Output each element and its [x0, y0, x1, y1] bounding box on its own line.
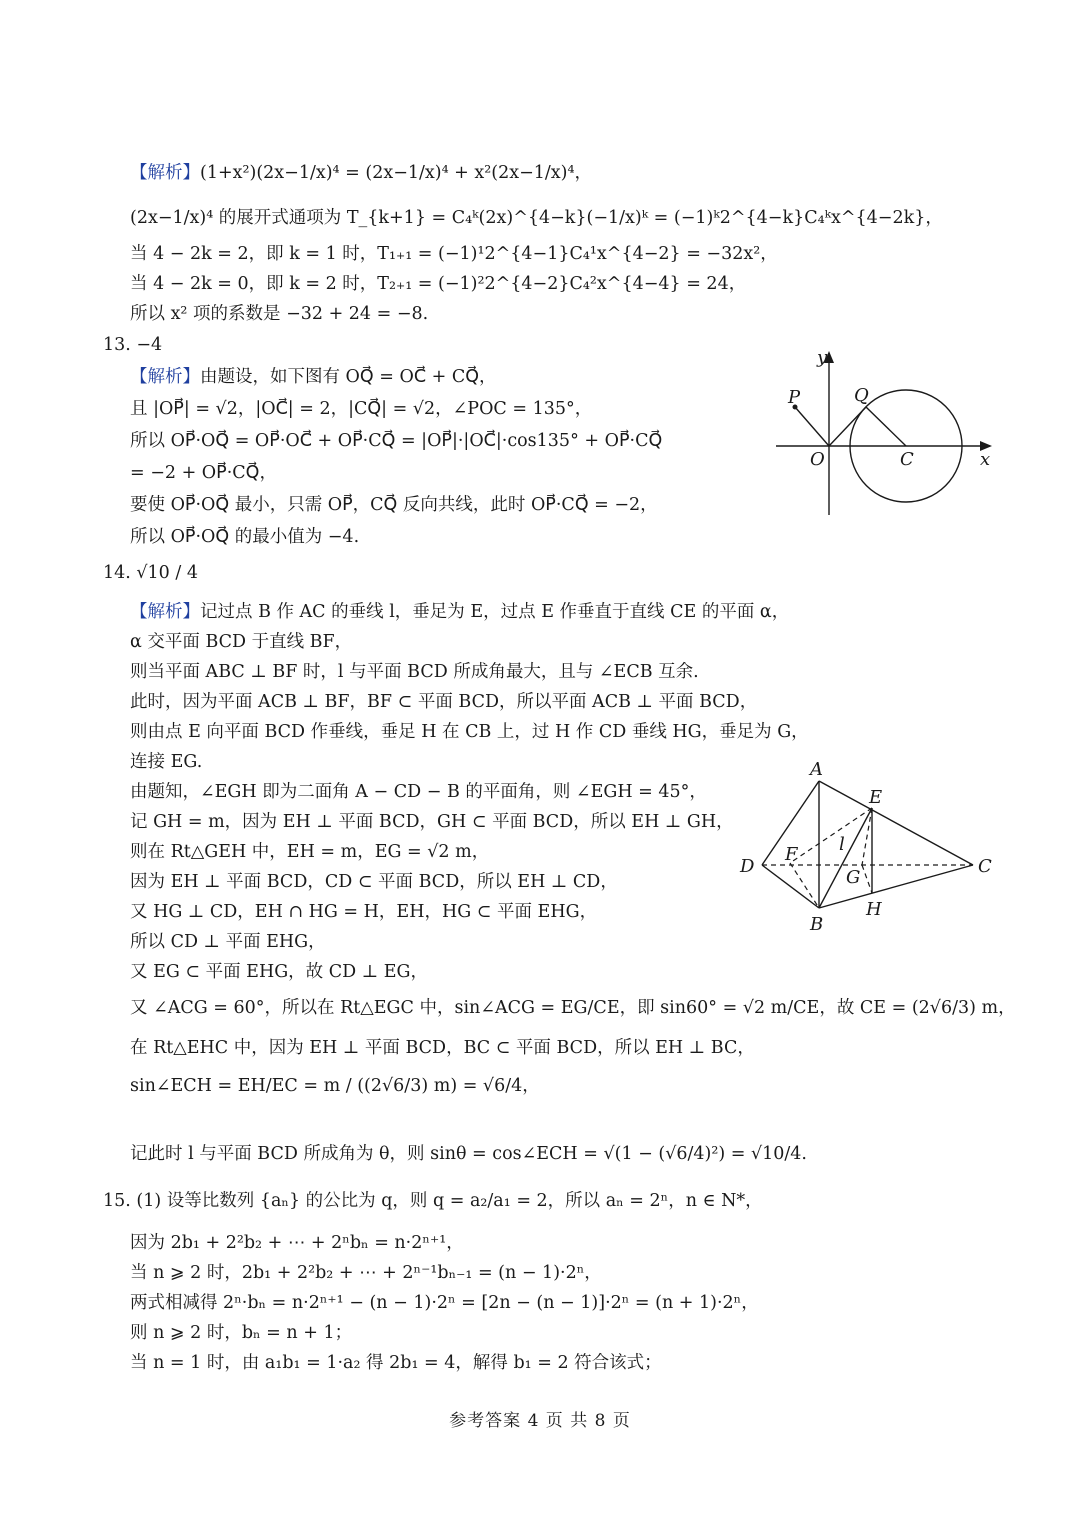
text-line [130, 811, 734, 833]
vector-circle-figure [770, 345, 1010, 520]
analysis-tag: 【解析】 [130, 602, 200, 622]
line-text: 此时，因为平面 ACB ⊥ BF，BF ⊂ 平面 BCD，所以平面 ACB ⊥ 平面 BCD， [130, 692, 758, 712]
label-F: F [785, 844, 798, 865]
label-B: B [810, 914, 824, 935]
line-text: α 交平面 BCD 于直线 BF， [130, 632, 353, 652]
label-D: D [740, 856, 755, 877]
text-line [130, 871, 618, 893]
line-text: 15. (1) 设等比数列 {aₙ} 的公比为 q，则 q = a₂/a₁ = 2，所以 aₙ = 2ⁿ，n ∈ N*， [103, 1191, 763, 1211]
text-line [130, 1143, 807, 1165]
analysis-tag: 【解析】 [130, 367, 200, 387]
analysis-tag: 【解析】 [130, 163, 200, 183]
text-line [130, 691, 757, 713]
text-line [130, 1262, 602, 1284]
line-text: 则 n ⩾ 2 时，bₙ = n + 1； [130, 1323, 353, 1343]
line-text: 连接 EG. [130, 752, 203, 772]
label-E: E [869, 787, 883, 808]
line-text: (1+x²)(2x−1/x)⁴ = (2x−1/x)⁴ + x²(2x−1/x)⁴， [200, 163, 593, 183]
text-line [130, 751, 202, 773]
line-text: 所以 OP⃗·OQ⃗ = OP⃗·OC⃗ + OP⃗·CQ⃗ = |OP⃗|·|OC⃗|·cos135° + OP⃗·CQ⃗ [130, 431, 663, 451]
line-text: 14. √10 / 4 [103, 563, 198, 583]
text-line [130, 273, 746, 295]
text-line [130, 303, 428, 325]
text-line [130, 462, 277, 484]
text-line [130, 997, 1016, 1019]
label-x: x [980, 449, 991, 470]
text-line [130, 526, 359, 548]
tetrahedron-figure [735, 755, 1005, 935]
text-line [130, 781, 707, 803]
label-C: C [978, 856, 992, 877]
text-line [130, 661, 699, 683]
line-text: 记此时 l 与平面 BCD 所成角为 θ，则 sinθ = cos∠ECH = √(1 − (√6/4)²) = √10/4. [130, 1144, 807, 1164]
text-line [103, 1190, 763, 1212]
line-text: 13. −4 [103, 335, 163, 355]
line-text: 当 4 − 2k = 0，即 k = 2 时，T₂₊₁ = (−1)²2^{4−2}C₄²x^{4−4} = 24， [130, 274, 747, 294]
line-text: 又 EG ⊂ 平面 EHG，故 CD ⊥ EG， [130, 962, 429, 982]
text-line [130, 1292, 759, 1314]
text-line [103, 334, 162, 356]
line-text: sin∠ECH = EH/EC = m / ((2√6/3) m) = √6/4， [130, 1076, 540, 1096]
text-line [130, 1232, 464, 1254]
text-line [130, 841, 489, 863]
label-P: P [788, 387, 801, 408]
line-text: 当 4 − 2k = 2，即 k = 1 时，T₁₊₁ = (−1)¹2^{4−1}C₄¹x^{4−2} = −32x²， [130, 244, 778, 264]
line-text: 所以 OP⃗·OQ⃗ 的最小值为 −4. [130, 527, 360, 547]
line-text: 当 n = 1 时，由 a₁b₁ = 1·a₂ 得 2b₁ = 4，解得 b₁ = 2 符合该式； [130, 1353, 662, 1373]
label-Q: Q [854, 385, 869, 406]
text-line [130, 366, 497, 388]
line-text: 由题设，如下图有 OQ⃗ = OC⃗ + CQ⃗， [200, 367, 497, 387]
text-line [130, 207, 943, 229]
line-text: 两式相减得 2ⁿ·bₙ = n·2ⁿ⁺¹ − (n − 1)·2ⁿ = [2n − (n − 1)]·2ⁿ = (n + 1)·2ⁿ， [130, 1293, 759, 1313]
line-text: 则由点 E 向平面 BCD 作垂线，垂足 H 在 CB 上，过 H 作 CD 垂线 HG，垂足为 G， [130, 722, 809, 742]
text-line [130, 1322, 352, 1344]
text-line [130, 494, 658, 516]
label-O: O [810, 449, 825, 470]
text-line [130, 961, 428, 983]
text-line [130, 1352, 662, 1374]
label-H: H [866, 899, 882, 920]
label-l: l [839, 834, 845, 855]
text-line [103, 562, 198, 584]
line-text: 记过点 B 作 AC 的垂线 l，垂足为 E，过点 E 作垂直于直线 CE 的平面 α， [200, 602, 790, 622]
line-text: 由题知，∠EGH 即为二面角 A − CD − B 的平面角，则 ∠EGH = 45°， [130, 782, 707, 802]
line-text: 所以 CD ⊥ 平面 EHG， [130, 932, 326, 952]
line-text: = −2 + OP⃗·CQ⃗， [130, 463, 277, 483]
line-text: 又 HG ⊥ CD，EH ∩ HG = H，EH，HG ⊂ 平面 EHG， [130, 902, 598, 922]
line-text: 所以 x² 项的系数是 −32 + 24 = −8. [130, 304, 429, 324]
text-line [130, 243, 778, 265]
label-G: G [846, 867, 861, 888]
line-text: 又 ∠ACG = 60°，所以在 Rt△EGC 中，sin∠ACG = EG/CE，即 sin60° = √2 m/CE，故 CE = (2√6/3) m， [130, 998, 1016, 1018]
text-line [130, 721, 809, 743]
text-line [130, 601, 789, 623]
label-C: C [900, 449, 914, 470]
line-text: 则当平面 ABC ⊥ BF 时，l 与平面 BCD 所成角最大，且与 ∠ECB 互余. [130, 662, 699, 682]
page-footer: 参考答案 4 页 共 8 页 [449, 1411, 631, 1431]
line-text: 因为 2b₁ + 2²b₂ + ⋯ + 2ⁿbₙ = n·2ⁿ⁺¹， [130, 1233, 464, 1253]
text-line [130, 631, 352, 653]
line-text: 当 n ⩾ 2 时，2b₁ + 2²b₂ + ⋯ + 2ⁿ⁻¹bₙ₋₁ = (n − 1)·2ⁿ， [130, 1263, 602, 1283]
text-line [130, 901, 597, 923]
text-line [130, 1075, 540, 1097]
line-text: 因为 EH ⊥ 平面 BCD，CD ⊂ 平面 BCD，所以 EH ⊥ CD， [130, 872, 618, 892]
label-A: A [810, 759, 823, 780]
line-text: 在 Rt△EHC 中，因为 EH ⊥ 平面 BCD，BC ⊂ 平面 BCD，所以 EH ⊥ BC， [130, 1038, 755, 1058]
line-text: 要使 OP⃗·OQ⃗ 最小，只需 OP⃗，CQ⃗ 反向共线，此时 OP⃗·CQ⃗ = −2， [130, 495, 658, 515]
label-y: y [817, 347, 828, 368]
text-line [130, 1037, 755, 1059]
text-line [130, 162, 592, 184]
text-line [130, 931, 326, 953]
text-line [130, 430, 662, 452]
line-text: 记 GH = m，因为 EH ⊥ 平面 BCD，GH ⊂ 平面 BCD，所以 EH ⊥ GH， [130, 812, 734, 832]
text-line [130, 398, 592, 420]
line-text: (2x−1/x)⁴ 的展开式通项为 T_{k+1} = C₄ᵏ(2x)^{4−k}(−1/x)ᵏ = (−1)ᵏ2^{4−k}C₄ᵏx^{4−2k}， [130, 208, 943, 228]
line-text: 且 |OP⃗| = √2，|OC⃗| = 2，|CQ⃗| = √2，∠POC = 135°， [130, 399, 593, 419]
line-text: 则在 Rt△GEH 中，EH = m，EG = √2 m， [130, 842, 490, 862]
